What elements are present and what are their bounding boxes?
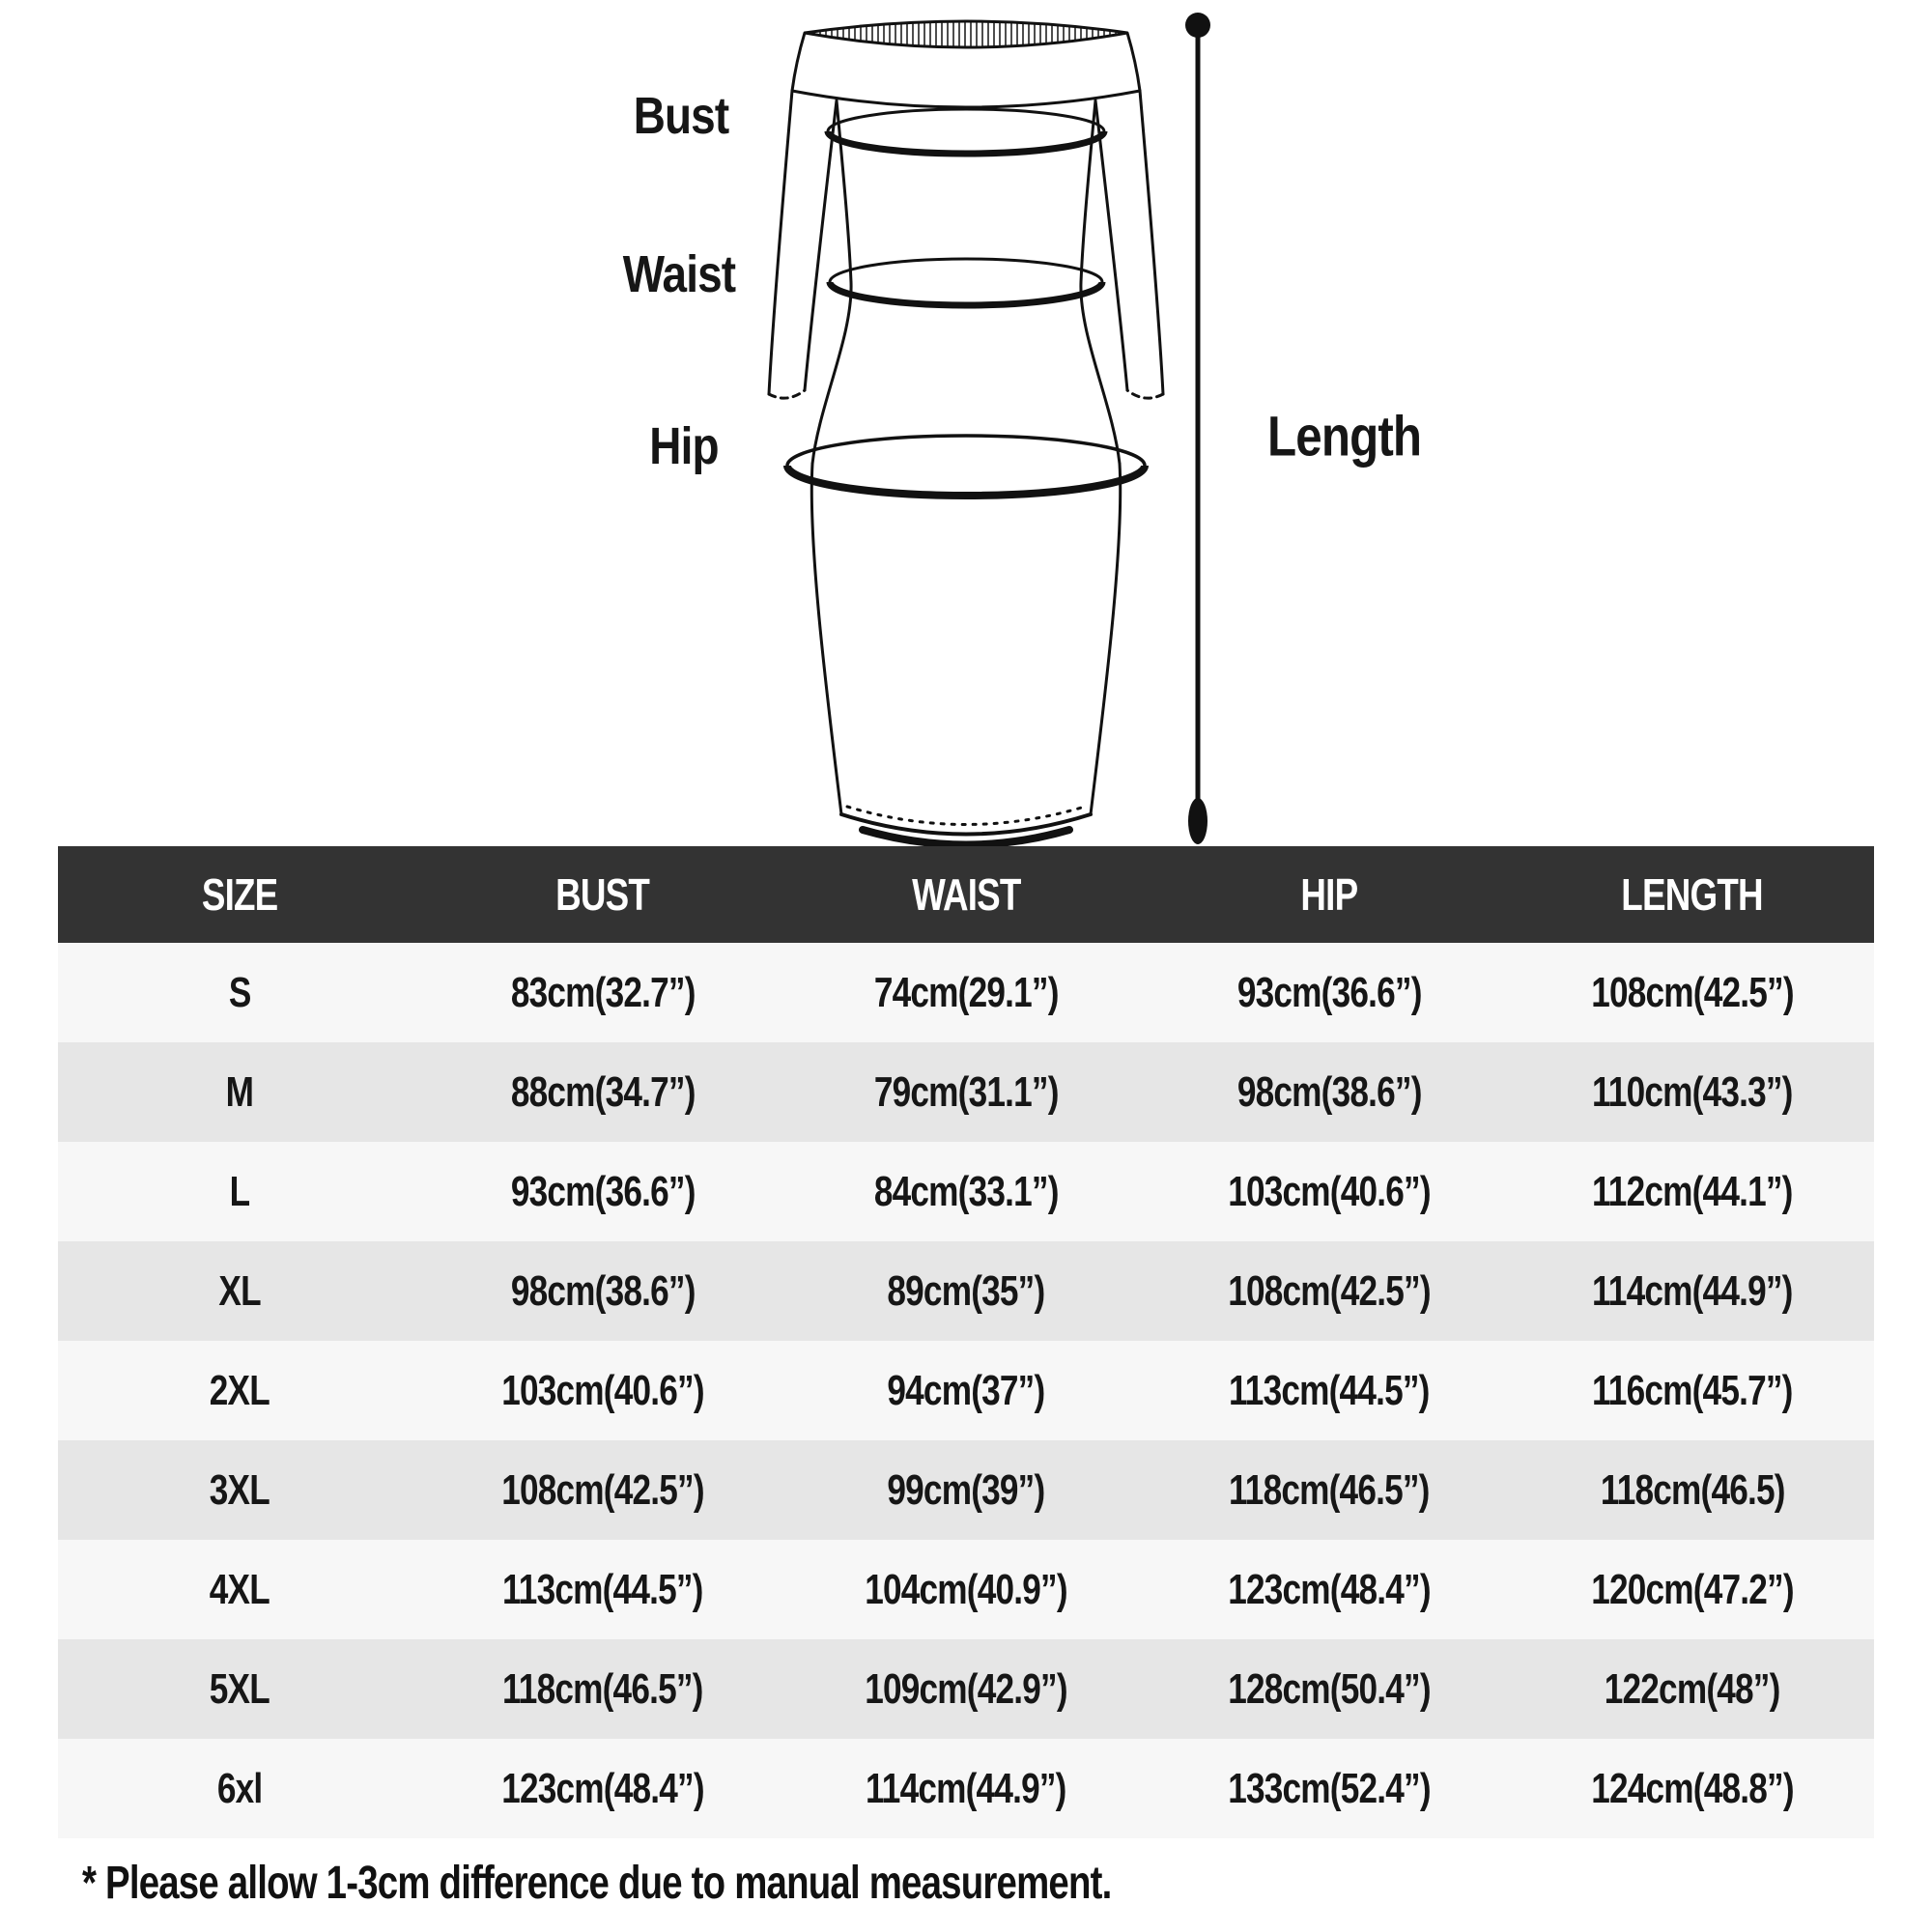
table-row <box>58 943 1874 1042</box>
length-measure-line <box>1185 13 1210 844</box>
bust-cell: 88cm(34.7”) <box>510 1067 696 1116</box>
waist-cell: 84cm(33.1”) <box>873 1167 1059 1215</box>
measurement-disclaimer: * Please allow 1-3cm difference due to manual measurement. <box>82 1858 1112 1909</box>
size-diagram-section <box>0 0 1932 846</box>
length-cell: 124cm(48.8”) <box>1591 1764 1794 1812</box>
length-cell: 120cm(47.2”) <box>1591 1565 1794 1613</box>
size-cell: 5XL <box>209 1664 270 1713</box>
table-row <box>58 1440 1874 1540</box>
header-cell-hip: HIP <box>1300 869 1358 920</box>
right-cuff <box>1127 390 1163 398</box>
waist-cell: 104cm(40.9”) <box>865 1565 1067 1613</box>
hip-cell: 118cm(46.5”) <box>1229 1465 1430 1514</box>
size-cell: 6xl <box>216 1764 263 1812</box>
waist-cell: 79cm(31.1”) <box>873 1067 1059 1116</box>
bust-cell: 98cm(38.6”) <box>510 1266 696 1315</box>
hip-cell: 93cm(36.6”) <box>1236 968 1422 1016</box>
bust-cell: 118cm(46.5”) <box>502 1664 703 1713</box>
size-cell: 3XL <box>209 1465 270 1514</box>
hip-cell: 113cm(44.5”) <box>1229 1366 1430 1414</box>
hip-cell: 133cm(52.4”) <box>1228 1764 1431 1812</box>
waist-cell: 89cm(35”) <box>887 1266 1045 1315</box>
length-cell: 110cm(43.3”) <box>1592 1067 1793 1116</box>
waist-cell: 74cm(29.1”) <box>873 968 1059 1016</box>
length-cell: 112cm(44.1”) <box>1592 1167 1793 1215</box>
hip-cell: 123cm(48.4”) <box>1228 1565 1431 1613</box>
hip-cell: 103cm(40.6”) <box>1228 1167 1431 1215</box>
length-cell: 116cm(45.7”) <box>1592 1366 1793 1414</box>
table-row <box>58 1639 1874 1739</box>
measurement-rings <box>787 109 1145 496</box>
table-row <box>58 1142 1874 1241</box>
size-cell: 2XL <box>209 1366 270 1414</box>
hem-stitch <box>847 807 1085 825</box>
length-label: Length <box>1267 405 1422 469</box>
hip-cell: 98cm(38.6”) <box>1236 1067 1422 1116</box>
hip-cell: 128cm(50.4”) <box>1228 1664 1431 1713</box>
table-row <box>58 1042 1874 1142</box>
waist-cell: 99cm(39”) <box>887 1465 1045 1514</box>
length-cell: 122cm(48”) <box>1605 1664 1780 1713</box>
dress-diagram <box>0 0 1932 846</box>
hip-cell: 108cm(42.5”) <box>1228 1266 1431 1315</box>
size-cell: M <box>225 1067 254 1116</box>
header-cell-length: LENGTH <box>1621 869 1764 920</box>
bust-cell: 93cm(36.6”) <box>510 1167 696 1215</box>
bust-label: Bust <box>633 87 729 145</box>
length-cell: 114cm(44.9”) <box>1592 1266 1793 1315</box>
table-header-row <box>58 846 1874 943</box>
size-chart-table <box>58 846 1874 1838</box>
size-cell: S <box>228 968 251 1016</box>
bust-cell: 123cm(48.4”) <box>501 1764 704 1812</box>
dress-outline <box>769 21 1163 845</box>
header-cell-waist: WAIST <box>911 869 1021 920</box>
hip-label: Hip <box>649 417 719 475</box>
length-cell: 108cm(42.5”) <box>1591 968 1794 1016</box>
size-cell: L <box>229 1167 250 1215</box>
table-row <box>58 1739 1874 1838</box>
bust-cell: 83cm(32.7”) <box>510 968 696 1016</box>
waist-cell: 94cm(37”) <box>887 1366 1045 1414</box>
header-cell-bust: BUST <box>555 869 650 920</box>
bust-cell: 113cm(44.5”) <box>502 1565 703 1613</box>
left-cuff <box>769 390 805 398</box>
waist-label: Waist <box>622 245 736 303</box>
length-cell: 118cm(46.5) <box>1600 1465 1785 1514</box>
size-cell: 4XL <box>209 1565 270 1613</box>
waist-cell: 114cm(44.9”) <box>866 1764 1066 1812</box>
table-row <box>58 1540 1874 1639</box>
table-row <box>58 1341 1874 1440</box>
table-row <box>58 1241 1874 1341</box>
size-cell: XL <box>218 1266 261 1315</box>
bust-cell: 103cm(40.6”) <box>501 1366 704 1414</box>
table-body <box>58 943 1874 1838</box>
header-cell-size: SIZE <box>201 869 278 920</box>
bust-cell: 108cm(42.5”) <box>501 1465 704 1514</box>
waist-cell: 109cm(42.9”) <box>865 1664 1067 1713</box>
